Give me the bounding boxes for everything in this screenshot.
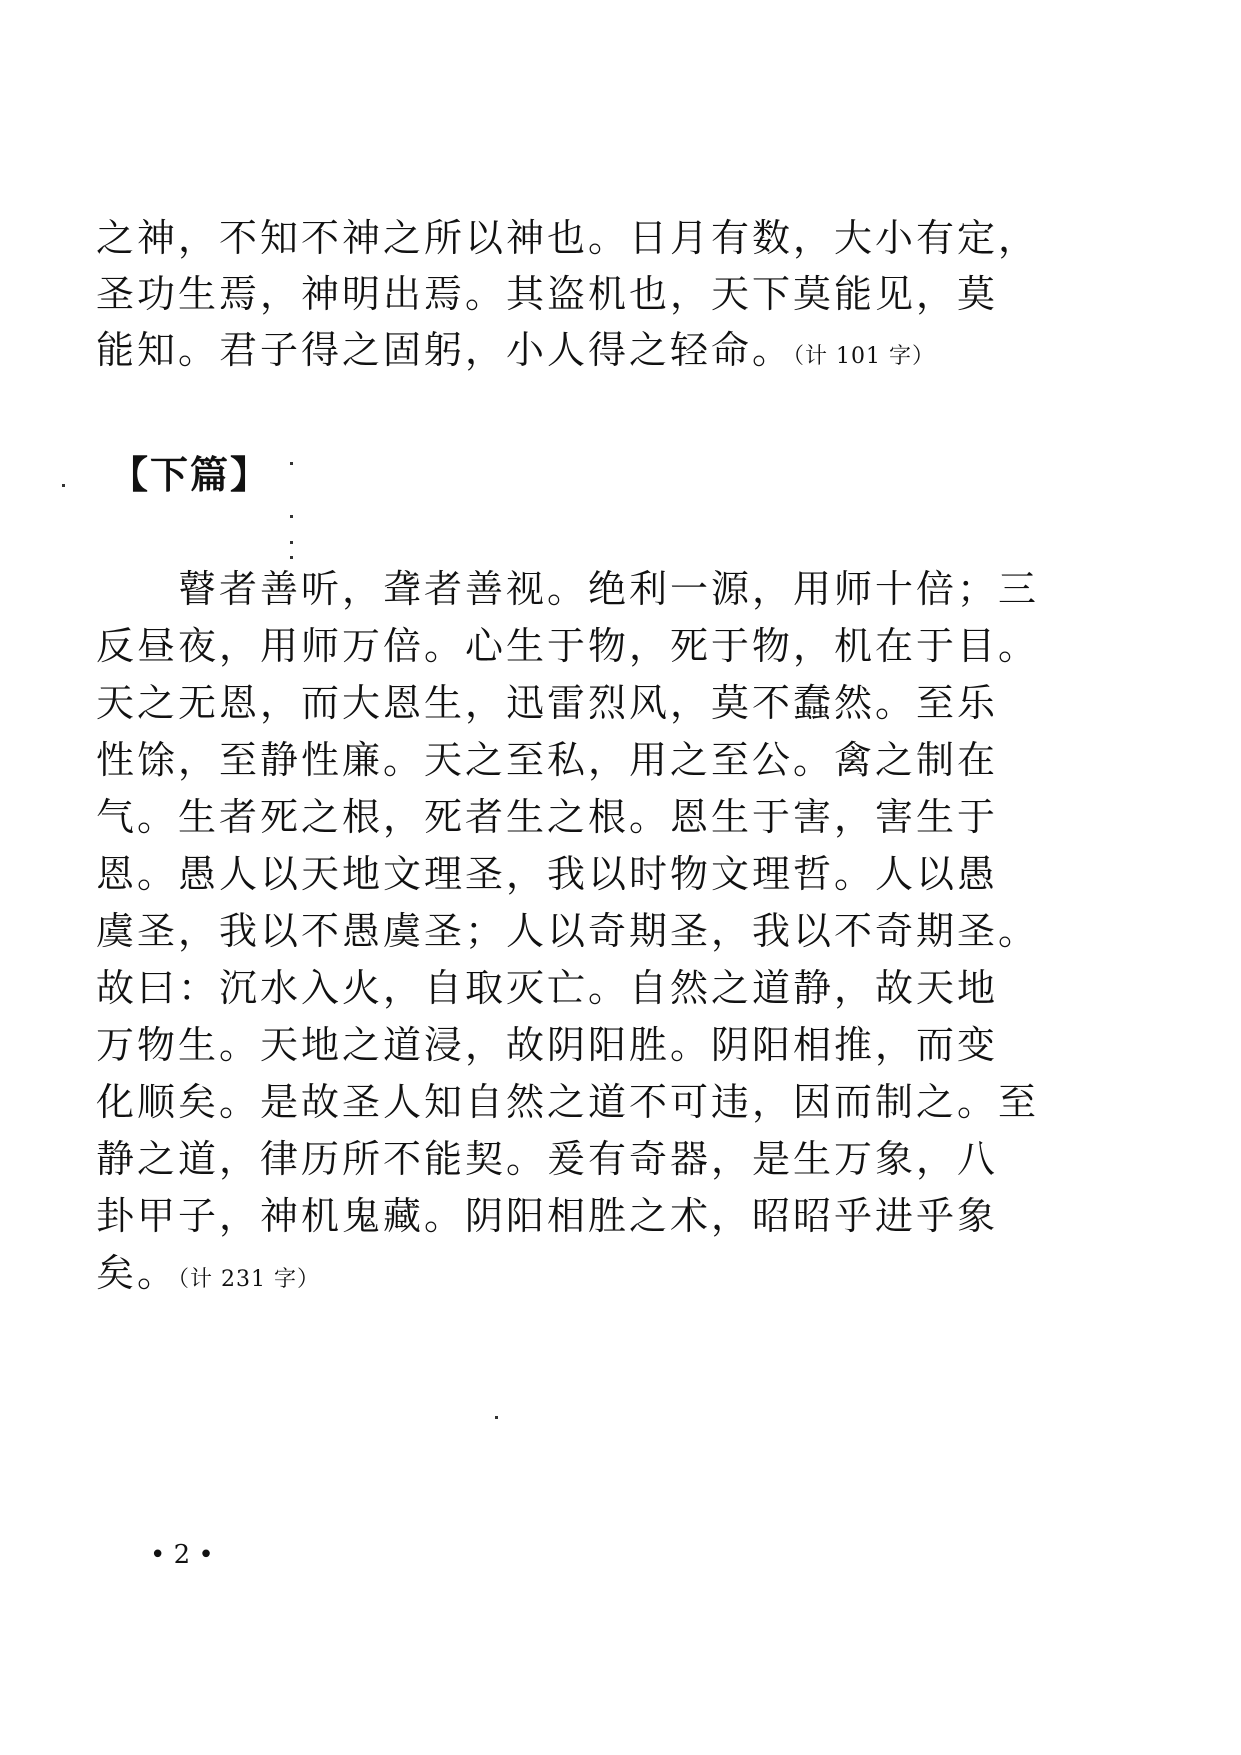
text-line: 恩。愚人以天地文理圣，我以时物文理哲。人以愚: [96, 852, 999, 896]
scan-speck: [290, 462, 293, 465]
scan-speck: [495, 1416, 498, 1419]
scan-speck: [290, 515, 293, 518]
section-heading: 【下篇】: [110, 453, 271, 497]
text-line: 万物生。天地之道浸，故阴阳胜。阴阳相推，而变: [96, 1023, 999, 1067]
text-line: 故曰：沉水入火，自取灭亡。自然之道静，故天地: [96, 966, 999, 1010]
page-number: • 2 •: [150, 1540, 214, 1570]
text-line: 卦甲子，神机鬼藏。阴阳相胜之术，昭昭乎进乎象: [96, 1194, 999, 1238]
text-line: 反昼夜，用师万倍。心生于物，死于物，机在于目。: [96, 624, 1040, 668]
text-line: 静之道，律历所不能契。爰有奇器，是生万象，八: [96, 1137, 999, 1181]
text-line: [96, 318, 1056, 382]
text-line: 气。生者死之根，死者生之根。恩生于害，害生于: [96, 795, 999, 839]
text-line: 化顺矣。是故圣人知自然之道不可违，因而制之。至: [96, 1080, 1040, 1124]
text-line: 瞽者善听，聋者善视。绝利一源，用师十倍；三: [96, 567, 1040, 611]
scan-speck: [62, 484, 65, 487]
text-line: 性馀，至静性廉。天之至私，用之至公。禽之制在: [96, 738, 999, 782]
char-count-note: （计 231 字）: [178, 1267, 320, 1292]
text-line-content: 能知。君子得之固躬，小人得之轻命。: [96, 328, 794, 372]
char-count-note: （计 101 字）: [793, 344, 935, 369]
scan-speck: [290, 556, 293, 559]
text-line: 虞圣，我以不愚虞圣；人以奇期圣，我以不奇期圣。: [96, 909, 1040, 953]
text-line: 之神，不知不神之所以神也。日月有数，大小有定，: [96, 216, 1040, 260]
text-line: 天之无恩，而大恩生，迅雷烈风，莫不蠢然。至乐: [96, 681, 999, 725]
text-line: [96, 1241, 1056, 1305]
text-line: 圣功生焉，神明出焉。其盗机也，天下莫能见，莫: [96, 272, 999, 316]
scan-speck: [290, 541, 293, 544]
text-line-content: 矣。: [96, 1251, 179, 1295]
